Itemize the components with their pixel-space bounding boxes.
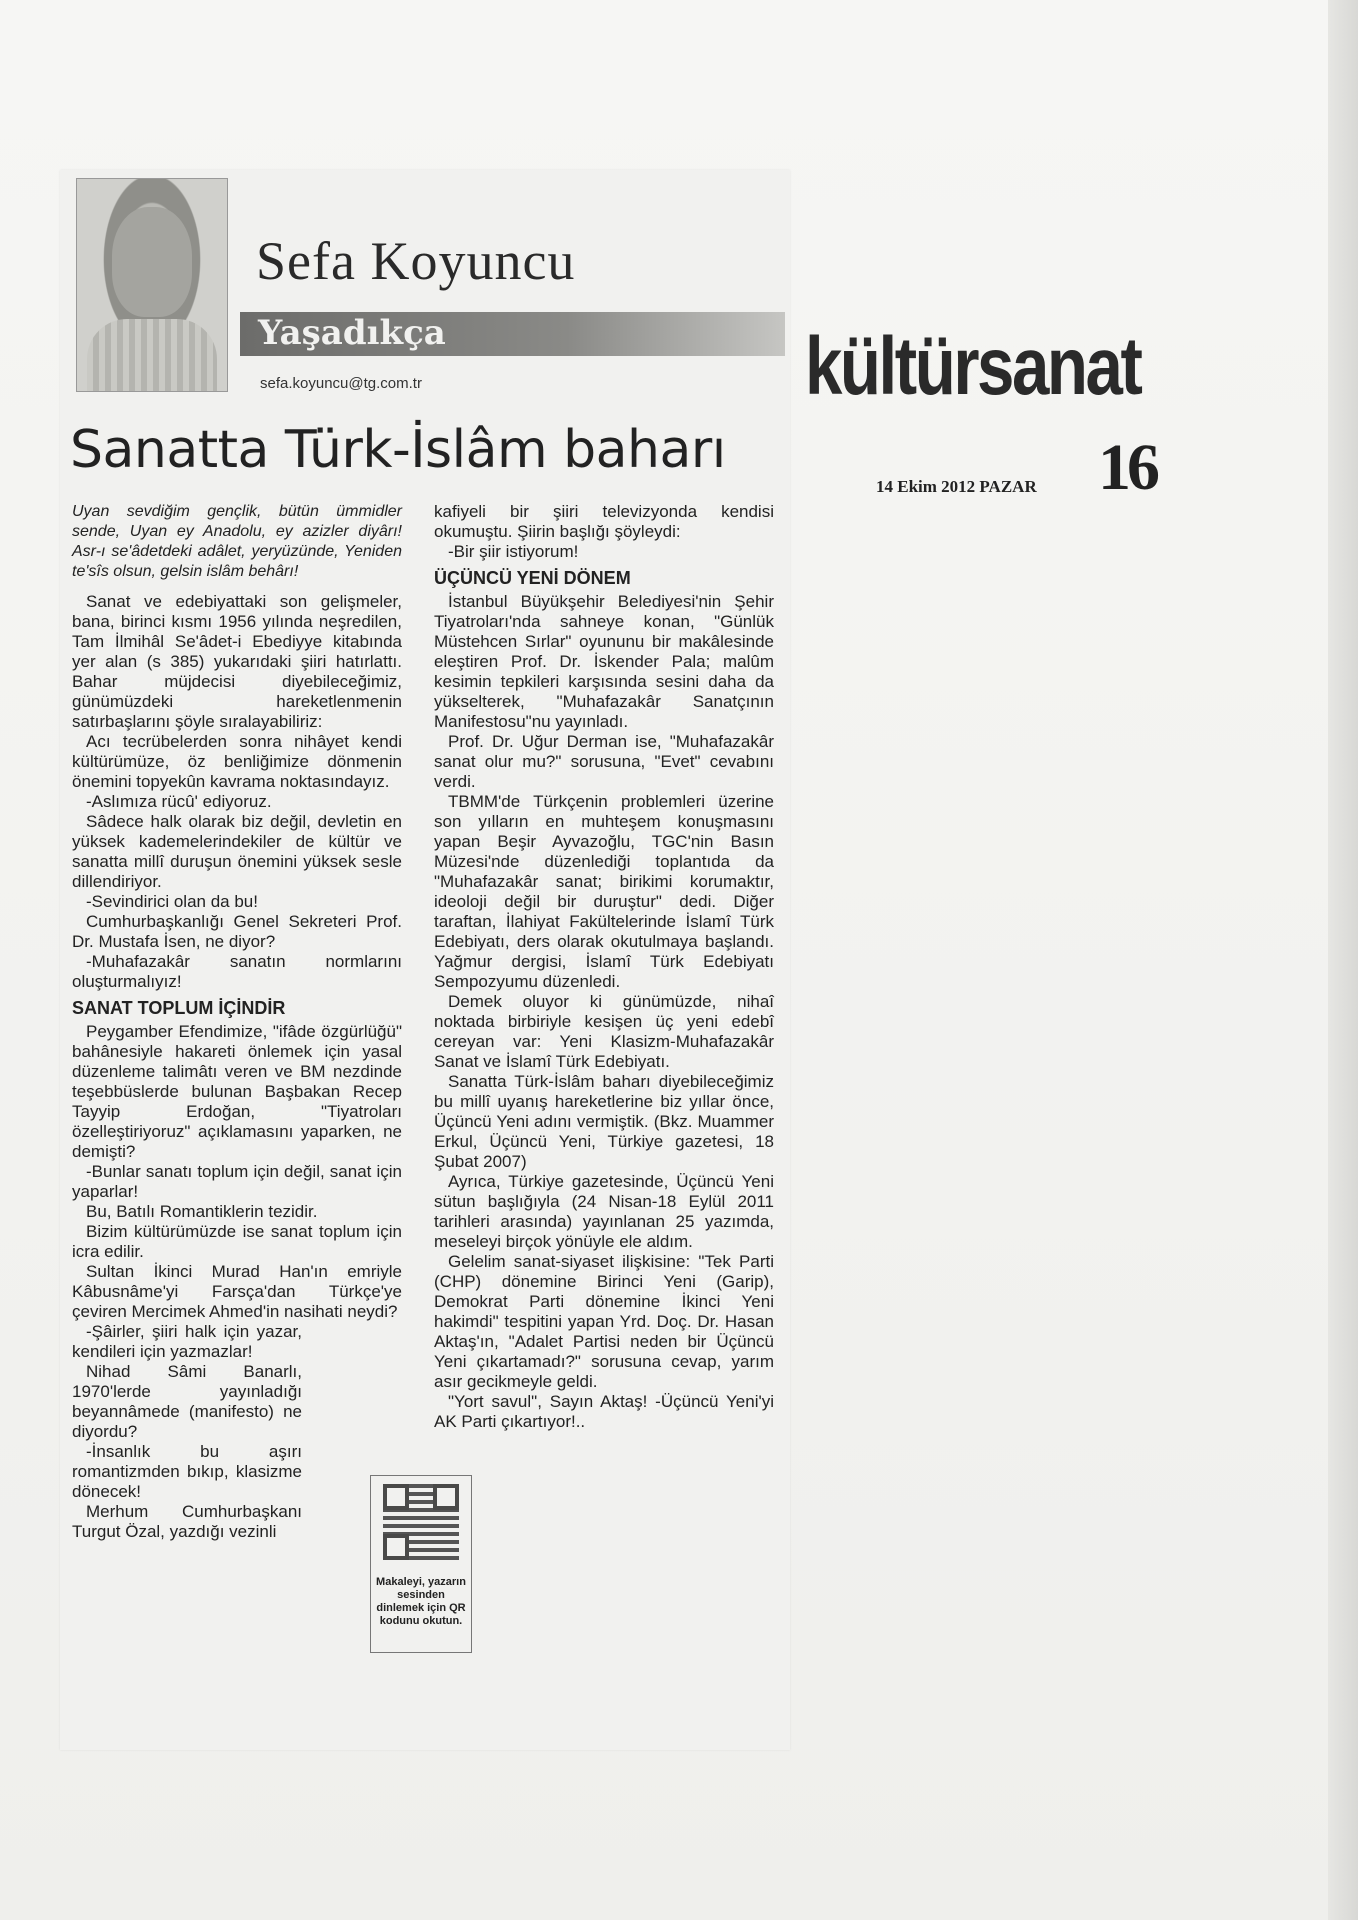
- paragraph: Sanat ve edebiyattaki son gelişmeler, bana, birinci kısmı 1956 yılında neşredilen, Tam İlmihâl Se'âdet-i Ebediyye kitabında yer alan (s 385) yukarıdaki şiiri hatırlattı. Bahar müjdecisi diyebileceğimiz, günümüzdeki hareketlenmenin satırbaşlarını şöyle sıralayabiliriz:: [72, 592, 402, 731]
- section-masthead: kültürsanat: [805, 321, 1141, 412]
- paragraph: Sâdece halk olarak biz değil, devletin en yüksek kademelerindekiler de kültür ve sanatta millî duruşun önemini yüksek sesle dillendiriyor.: [72, 812, 402, 891]
- paragraph: -Sevindirici olan da bu!: [86, 892, 258, 911]
- paragraph: kafiyeli bir şiiri televizyonda kendisi okumuştu. Şiirin başlığı şöyleydi:: [434, 502, 774, 541]
- paragraph: İstanbul Büyükşehir Belediyesi'nin Şehir Tiyatroları'nda sahneye konan, "Günlük Müstehcen Sırlar" oyununu bir makâlesinde eleştiren Prof. Dr. İskender Pala; malûm kesimin tepkileri karşısında sesini daha da yükselterek, "Muhafazakâr Sanatçının Manifestosu"nu yayınladı.: [434, 592, 774, 731]
- qr-corner: [433, 1484, 459, 1510]
- qr-caption: Makaleyi, yazarın sesinden dinlemek için QR kodunu okutun.: [376, 1576, 466, 1627]
- paragraph: TBMM'de Türkçenin problemleri üzerine son yılların en muhteşem konuşmasını yapan Beşir Ayvazoğlu, TGC'nin Basın Müzesi'nde düzenlediği toplantıda da "Muhafazakâr sanat; birikimi korumaktır, ideoloji değil bir duruştur" dedi. Diğer taraftan, İlahiyat Fakültelerinde İslamî Türk Edebiyatı, ders olarak okutulmaya başlandı. Yağmur dergisi, İslamî Türk Edebiyatı Sempozyumu düzenledi.: [434, 792, 774, 991]
- newspaper-clipping: [60, 170, 790, 1750]
- author-name: Sefa Koyuncu: [256, 231, 576, 291]
- issue-date: 14 Ekim 2012 PAZAR: [876, 477, 1037, 496]
- column-name: Yaşadıkça: [258, 313, 446, 353]
- subheading: SANAT TOPLUM İÇİNDİR: [72, 998, 286, 1018]
- paragraph: Acı tecrübelerden sonra nihâyet kendi kültürümüze, öz benliğimize dönmenin önemini topyekûn kavrama noktasındayız.: [72, 732, 402, 791]
- paragraph: Nihad Sâmi Banarlı, 1970'lerde yayınladığı beyannâmede (manifesto) ne diyordu?: [72, 1362, 302, 1441]
- paragraph: Merhum Cumhurbaşkanı Turgut Özal, yazdığı vezinli: [72, 1502, 302, 1541]
- qr-corner: [383, 1484, 409, 1510]
- article-column-2: [434, 502, 774, 1432]
- paragraph: -Şâirler, şiiri halk için yazar, kendileri için yazmazlar!: [72, 1322, 302, 1361]
- paragraph: Demek oluyor ki günümüzde, nihaî noktada birbiriyle kesişen üç yeni edebî cereyan var: Yeni Klasizm-Muhafazakâr Sanat ve İslamî Türk Edebiyatı.: [434, 992, 774, 1071]
- article-column-1: [72, 502, 402, 1542]
- paragraph: Bu, Batılı Romantiklerin tezidir.: [86, 1202, 318, 1221]
- paragraph: "Yort savul", Sayın Aktaş! -Üçüncü Yeni'yi AK Parti çıkartıyor!..: [434, 1392, 774, 1431]
- paragraph: Gelelim sanat-siyaset ilişkisine: "Tek Parti (CHP) dönemine Birinci Yeni (Garip), Demokrat Parti dönemine İkinci Yeni hakimdi" tespitini yapan Yrd. Doç. Dr. Hasan Aktaş'ın, "Adalet Partisi neden bir Üçüncü Yeni çıkartamadı?" sorusuna cevap, yarım asır gecikmeyle geldi.: [434, 1252, 774, 1391]
- subheading: ÜÇÜNCÜ YENİ DÖNEM: [434, 568, 631, 588]
- author-email: sefa.koyuncu@tg.com.tr: [260, 375, 422, 392]
- paragraph: Sanatta Türk-İslâm baharı diyebileceğimiz bu millî uyanış hareketlerine biz yıllar önce, Üçüncü Yeni adını vermiştik. (Bkz. Muammer Erkul, Üçüncü Yeni, Türkiye gazetesi, 18 Şubat 2007): [434, 1072, 774, 1171]
- paragraph: -Bir şiir istiyorum!: [448, 542, 579, 561]
- author-face: [112, 207, 192, 317]
- paragraph: -Bunlar sanatı toplum için değil, sanat için yaparlar!: [72, 1162, 402, 1201]
- page-number: 16: [1098, 431, 1156, 504]
- paper-edge: [1328, 0, 1358, 1920]
- author-photo: [76, 178, 228, 392]
- paragraph: Prof. Dr. Uğur Derman ise, "Muhafazakâr sanat olur mu?" sorusuna, "Evet" cevabını verdi.: [434, 732, 774, 791]
- paragraph: Sultan İkinci Murad Han'ın emriyle Kâbusnâme'yi Farsça'dan Türkçe'ye çeviren Mercimek Ahmed'in nasihati neydi?: [72, 1262, 402, 1321]
- paragraph: -Aslımıza rücû' ediyoruz.: [86, 792, 272, 811]
- article-headline: Sanatta Türk-İslâm baharı: [70, 420, 726, 480]
- qr-corner: [383, 1534, 409, 1560]
- paragraph: -İnsanlık bu aşırı romantizmden bıkıp, klasizme dönecek!: [72, 1442, 302, 1501]
- paragraph: Ayrıca, Türkiye gazetesinde, Üçüncü Yeni sütun başlığıyla (24 Nisan-18 Eylül 2011 tarihleri arasında) yayınlanan 25 yazımda, meseleyi birçok yönüyle ele aldım.: [434, 1172, 774, 1251]
- qr-code-icon[interactable]: [383, 1484, 459, 1560]
- paragraph: Peygamber Efendimize, "ifâde özgürlüğü" bahânesiyle hakareti önlemek için yasal düzenleme talimâtı veren ve BM nezdinde teşebbüslerde bulunan Başbakan Recep Tayyip Erdoğan, "Tiyatroları özelleştiriyoruz" açıklamasını yaparken, ne demişti?: [72, 1022, 402, 1161]
- paragraph: -Muhafazakâr sanatın normlarını oluşturmalıyız!: [72, 952, 402, 991]
- paragraph: Cumhurbaşkanlığı Genel Sekreteri Prof. Dr. Mustafa İsen, ne diyor?: [72, 912, 402, 951]
- author-shirt: [87, 319, 217, 391]
- opening-verse: Uyan sevdiğim gençlik, bütün ümmidler sende, Uyan ey Anadolu, ey azizler diyârı! Asr-ı se'âdetdeki adâlet, yeryüzünde, Yeniden te'sîs olsun, gelsin islâm behârı!: [72, 503, 402, 580]
- paragraph: Bizim kültürümüzde ise sanat toplum için icra edilir.: [72, 1222, 402, 1261]
- qr-code-box: [370, 1475, 472, 1653]
